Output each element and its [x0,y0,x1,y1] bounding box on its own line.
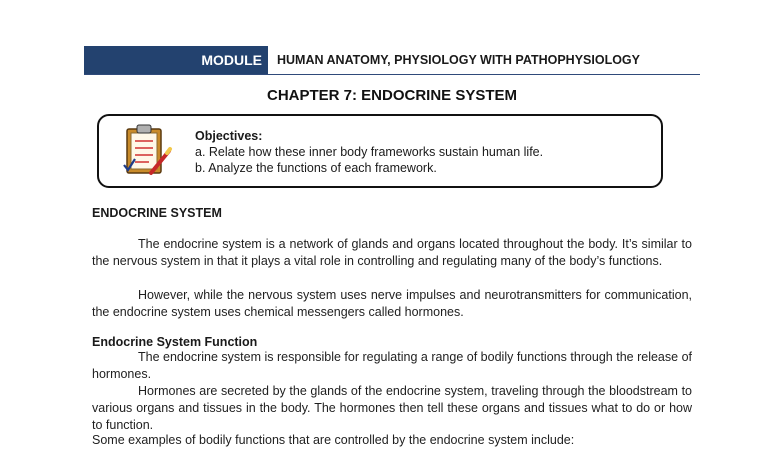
paragraph: Some examples of bodily functions that are controlled by the endocrine system include: [92,433,575,447]
section-title-endocrine-function: Endocrine System Function [92,335,258,349]
module-subject: HUMAN ANATOMY, PHYSIOLOGY WITH PATHOPHYSIOLOGY [277,53,640,67]
paragraph: However, while the nervous system uses nerve impulses and neurotransmitters for communication, the endocrine system uses chemical messengers called hormones. [92,288,692,319]
objectives-text [195,128,543,176]
clipboard-checklist-icon [121,121,173,179]
header-divider [268,46,271,74]
paragraph: Hormones are secreted by the glands of the endocrine system, traveling through the bloodstream to various organs and tissues in the body. The hormones then tell these organs and tissues what to do or how to function. [92,384,692,432]
module-header [84,46,700,75]
module-label: MODULE [84,46,268,74]
objectives-heading: Objectives: [195,129,263,143]
objectives-box [97,114,663,188]
section-title-endocrine-system: ENDOCRINE SYSTEM [92,206,222,220]
paragraph: The endocrine system is a network of glands and organs located throughout the body. It’s similar to the nervous system in that it plays a vital role in controlling and regulating many of the body’s functions. [92,237,692,268]
chapter-title: CHAPTER 7: ENDOCRINE SYSTEM [266,87,518,104]
objective-item: a. Relate how these inner body frameworks sustain human life. [195,145,544,159]
objective-item: b. Analyze the functions of each framework. [195,161,437,175]
paragraph: The endocrine system is responsible for regulating a range of bodily functions through the release of hormones. [92,350,692,381]
